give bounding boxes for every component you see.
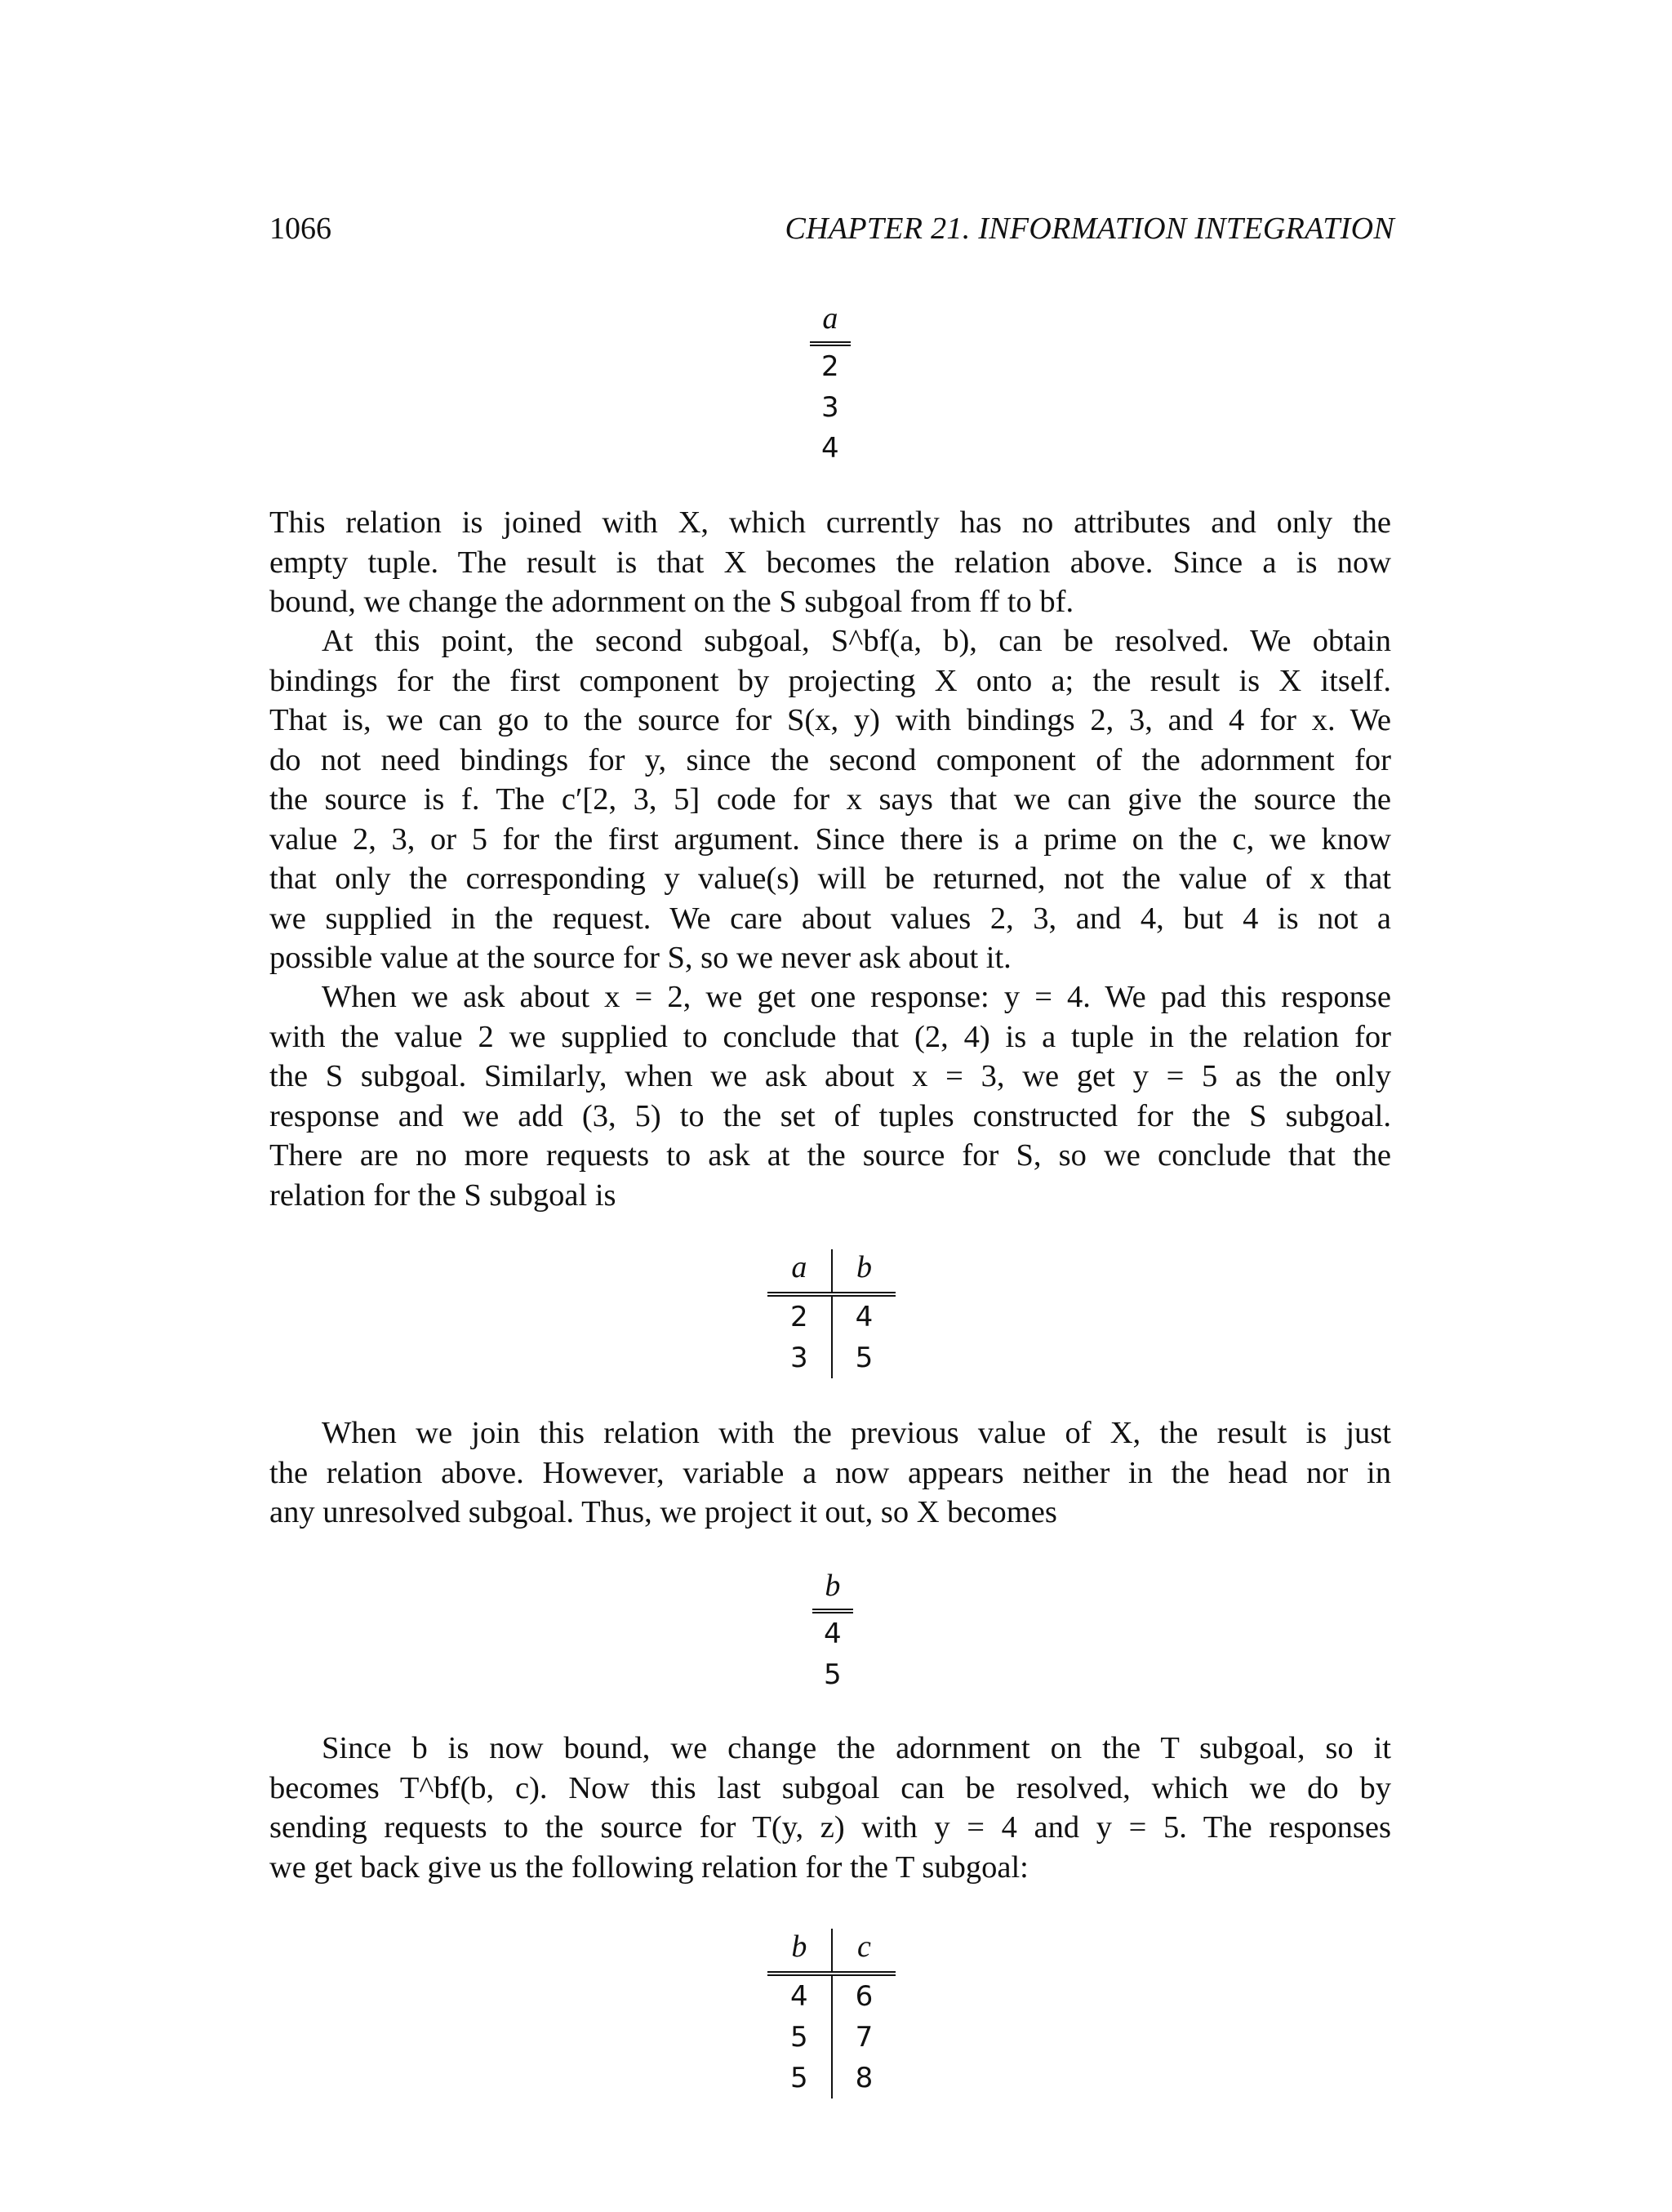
text-line: There are no more requests to ask at the source for S, so we conclude that the (269, 1138, 1391, 1173)
table-cell: 3 (767, 1337, 832, 1378)
column-header: b (812, 1568, 853, 1611)
column-header: c (832, 1929, 896, 1974)
table-row (812, 1654, 853, 1695)
text-line: sending requests to the source for T(y, z) with y = 4 and y = 5. The responses (269, 1810, 1391, 1845)
table-row (810, 387, 851, 428)
text-line: possible value at the source for S, so we never ask about it. (269, 941, 1012, 975)
relation-table-ab (767, 1249, 896, 1378)
table-cell: 2 (821, 350, 839, 383)
text-line: bindings for the first component by projecting X onto a; the result is X itself. (269, 663, 1391, 698)
text-line: relation for the S subgoal is (269, 1177, 616, 1213)
text-line: When we ask about x = 2, we get one response: y = 4. We pad this response (322, 980, 1391, 1014)
text-line: That is, we can go to the source for S(x, y) with bindings 2, 3, and 4 for x. We (269, 703, 1391, 737)
paragraph-1 (269, 503, 1391, 622)
page-number: 1066 (269, 211, 331, 246)
relation-table-b (812, 1568, 853, 1695)
paragraph-3 (269, 977, 1391, 1215)
text-line: do not need bindings for y, since the second component of the adornment for (269, 742, 1391, 777)
chapter-title: CHAPTER 21. INFORMATION INTEGRATION (785, 211, 1394, 246)
text-line: that only the corresponding y value(s) will be returned, not the value of x that (269, 861, 1391, 896)
text-line: At this point, the second subgoal, S^bf(a, b), can be resolved. We obtain (322, 624, 1391, 658)
table-cell: 5 (767, 2058, 832, 2099)
text-line: we get back give us the following relation for the T subgoal: (269, 1849, 1029, 1885)
paragraph-5 (269, 1729, 1391, 1887)
text-line: the relation above. However, variable a now appears neither in the head nor in (269, 1455, 1391, 1490)
table-cell: 4 (767, 1974, 832, 2017)
text-line: bound, we change the adornment on the S subgoal from ff to bf. (269, 585, 1074, 619)
table-row (767, 1337, 896, 1378)
text-line: with the value 2 we supplied to conclude that (2, 4) is a tuple in the relation for (269, 1019, 1391, 1054)
table-cell: 8 (855, 2062, 874, 2094)
text-line: response and we add (3, 5) to the set of tuples constructed for the S subgoal. (269, 1098, 1391, 1133)
table-row (810, 344, 851, 387)
text-line: value 2, 3, or 5 for the first argument. Since there is a prime on the c, we know (269, 821, 1391, 857)
text-line: the source is f. The c′[2, 3, 5] code for x says that we can give the source the (269, 782, 1391, 817)
table-cell: 2 (767, 1294, 832, 1337)
paragraph-2 (269, 621, 1391, 978)
column-header: a (767, 1249, 832, 1294)
paragraph-4 (269, 1413, 1391, 1533)
table-cell: 5 (767, 2017, 832, 2058)
text-line: empty tuple. The result is that X becomes the relation above. Since a is now (269, 545, 1391, 580)
text-line: This relation is joined with X, which currently has no attributes and only the (269, 505, 1391, 540)
text-line: becomes T^bf(b, c). Now this last subgoal can be resolved, which we do by (269, 1770, 1391, 1805)
text-line: we supplied in the request. We care about values 2, 3, and 4, but 4 is not a (269, 901, 1391, 936)
table-row (767, 1974, 896, 2017)
column-header: b (832, 1249, 896, 1294)
table-row (767, 1294, 896, 1337)
table-row (767, 2058, 896, 2099)
table-cell: 6 (855, 1980, 874, 2013)
text-line: the S subgoal. Similarly, when we ask about x = 3, we get y = 5 as the only (269, 1059, 1391, 1093)
table-row (810, 428, 851, 469)
table-cell: 7 (855, 2021, 874, 2054)
text-line: any unresolved subgoal. Thus, we project it out, so X becomes (269, 1495, 1057, 1529)
table-row (812, 1611, 853, 1654)
text-line: Since b is now bound, we change the adornment on the T subgoal, so it (322, 1731, 1391, 1765)
table-cell: 4 (855, 1301, 874, 1333)
relation-table-a (810, 300, 851, 469)
table-cell: 3 (821, 391, 839, 424)
table-cell: 5 (855, 1342, 874, 1374)
table-cell: 4 (821, 432, 839, 465)
column-header: a (810, 300, 851, 344)
text-line: When we join this relation with the previous value of X, the result is just (322, 1416, 1391, 1450)
table-cell: 4 (824, 1618, 842, 1650)
relation-table-bc (767, 1929, 896, 2099)
column-header: b (767, 1929, 832, 1974)
table-cell: 5 (824, 1658, 842, 1691)
table-row (767, 2017, 896, 2058)
